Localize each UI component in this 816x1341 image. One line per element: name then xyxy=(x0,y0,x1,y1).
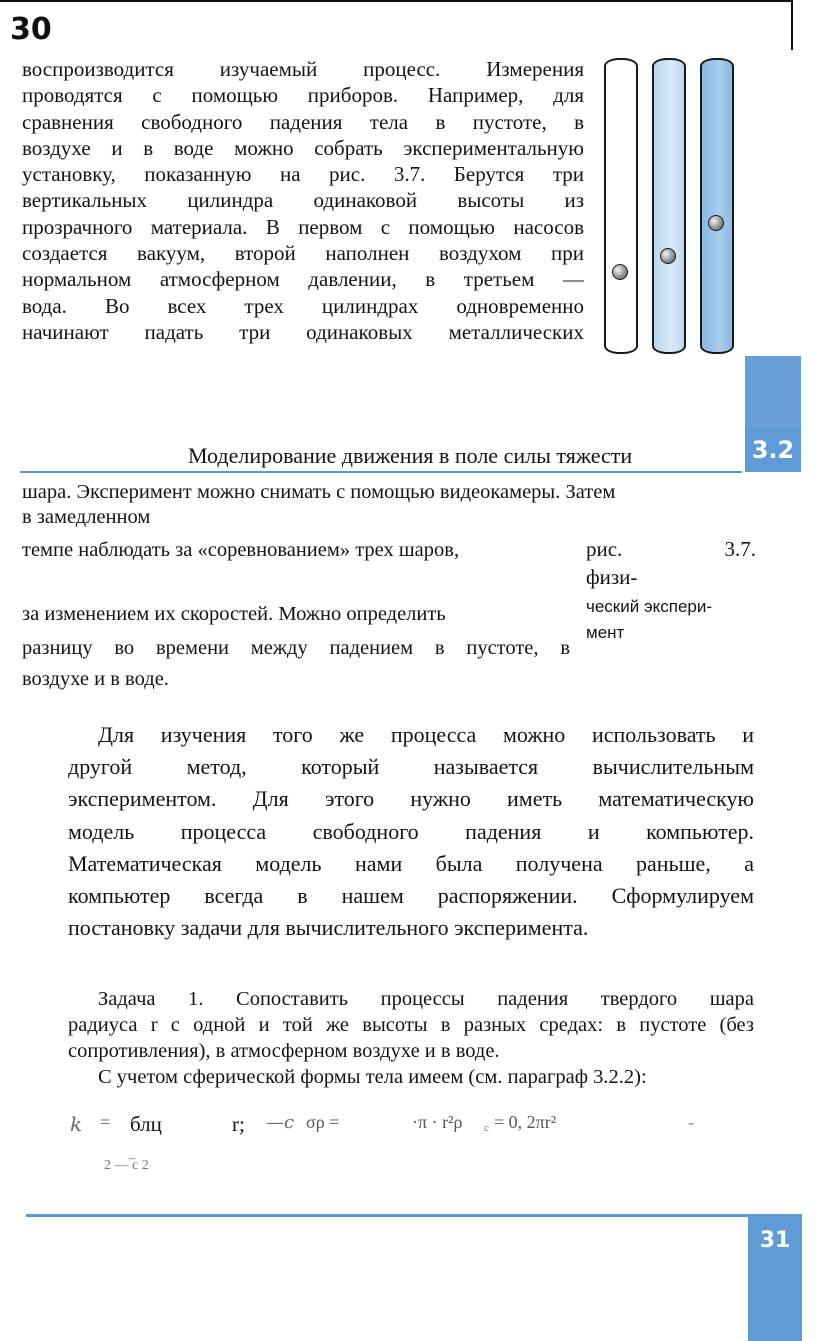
ball-vacuum xyxy=(612,264,628,280)
page-number-left: 30 xyxy=(10,12,52,47)
formula-text: = 0, 2πr² xyxy=(494,1112,557,1132)
formula-text: —c xyxy=(266,1112,295,1133)
section-tab xyxy=(745,428,801,472)
paragraph-1-line: вода. Во всех трех цилиндрах одновременно xyxy=(22,293,584,318)
caption-fig-number: 3.7. xyxy=(724,537,756,561)
formula-text: σρ = xyxy=(306,1112,340,1132)
formula-text: - xyxy=(688,1112,694,1132)
paragraph-1-line: начинают падать три одинаковых металлических xyxy=(22,319,584,344)
paragraph-3-line: Математическая модель нами была получена раньше, а xyxy=(68,850,754,876)
task-line: сопротивления), в атмосферном воздухе и в воде. xyxy=(68,1040,500,1062)
formula-text: r; xyxy=(232,1112,245,1136)
paragraph-1-line: прозрачного материала. В первом с помощью насосов xyxy=(22,214,584,239)
formula-text: ·π · r²ρ xyxy=(412,1112,463,1132)
task-line: Задача 1. Сопоставить процессы падения твердого шара xyxy=(98,988,754,1010)
formula-eq: = xyxy=(100,1112,111,1132)
paragraph-2-line: за изменением их скоростей. Можно определить xyxy=(22,603,446,625)
water-cylinder xyxy=(700,58,734,354)
task-line: С учетом сферической формы тела имеем (см. параграф 3.2.2): xyxy=(98,1066,647,1088)
paragraph-task xyxy=(68,986,754,1090)
paragraph-3-line: компьютер всегда в нашем распоряжении. Сформулируем xyxy=(68,882,754,908)
ball-water xyxy=(708,215,724,231)
caption-line: мент xyxy=(586,623,625,642)
page-number-right: 31 xyxy=(759,1228,791,1253)
formula-text: блц xyxy=(130,1112,162,1136)
paragraph-1-line: вертикальных цилиндра одинаковой высоты из xyxy=(22,188,584,213)
vacuum-cylinder xyxy=(604,58,638,354)
paragraph-3-line: модель процесса свободного падения и компьютер. xyxy=(68,818,754,844)
caption-line xyxy=(586,537,756,565)
side-strip xyxy=(745,356,801,428)
page-frame-top xyxy=(0,0,793,2)
caption-fig-label: рис. xyxy=(586,537,623,561)
figure-three-cylinders xyxy=(600,56,740,356)
formula-k: k xyxy=(70,1112,83,1136)
paragraph-1 xyxy=(22,56,584,345)
paragraph-2-line: воздухе и в воде. xyxy=(22,668,169,690)
paragraph-3 xyxy=(68,719,754,944)
paragraph-3-line: другой метод, который называется вычислительным xyxy=(68,754,754,780)
task-line: радиуса r с одной и той же высоты в разных средах: в пустоте (без xyxy=(68,1014,754,1036)
ball-air xyxy=(660,248,676,264)
paragraph-1-line: проводятся с помощью приборов. Например, для xyxy=(22,83,584,108)
paragraph-1-line: сравнения свободного падения тела в пустоте, в xyxy=(22,109,584,134)
footer-divider xyxy=(26,1214,748,1217)
section-running-title: Моделирование движения в поле силы тяжести xyxy=(188,443,633,468)
paragraph-3-line: Для изучения того же процесса можно использовать и xyxy=(98,722,754,747)
air-cylinder xyxy=(652,58,686,354)
paragraph-3-line: постановку задачи для вычислительного эксперимента. xyxy=(68,915,589,941)
section-tab-label: 3.2 xyxy=(751,436,795,464)
paragraph-1-line: воспроизводится изучаемый процесс. Измерения xyxy=(22,57,584,81)
paragraph-2-line: шара. Эксперимент можно снимать с помощью видеокамеры. Затем xyxy=(22,481,616,503)
page-number-tab xyxy=(748,1214,802,1341)
figure-caption xyxy=(586,537,756,647)
paragraph-1-line: воздухе и в воде можно собрать экспериментальную xyxy=(22,135,584,160)
paragraph-3-line: экспериментом. Для этого нужно иметь математическую xyxy=(68,786,754,812)
paragraph-2-line: темпе наблюдать за «соревнованием» трех шаров, xyxy=(22,539,460,561)
paragraph-1-line: установку, показанную на рис. 3.7. Берутся три xyxy=(22,162,584,187)
paragraph-2-line: в замедленном xyxy=(22,506,151,528)
formula-subscript: c xyxy=(484,1122,489,1134)
paragraph-2-line: разницу во времени между падением в пустоте, в xyxy=(22,637,570,659)
header-divider xyxy=(20,471,742,473)
paragraph-1-line: нормальном атмосферном давлении, в третьем — xyxy=(22,267,584,292)
caption-line: физи- xyxy=(586,565,638,589)
paragraph-1-line: создается вакуум, второй наполнен воздухом при xyxy=(22,241,584,266)
formula-text: 2 — ̅c 2 xyxy=(104,1158,149,1173)
page-frame-right xyxy=(791,0,793,50)
caption-line: ческий экспери- xyxy=(586,597,713,616)
formula xyxy=(70,1112,750,1182)
